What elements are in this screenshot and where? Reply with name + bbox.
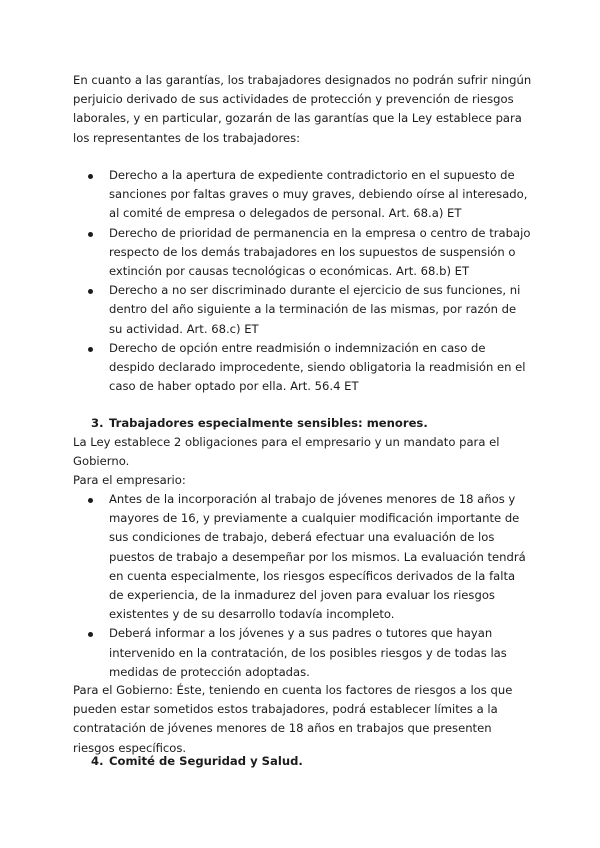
section-title: Trabajadores especialmente sensibles: menores. [109, 416, 428, 430]
government-paragraph: Para el Gobierno: Éste, teniendo en cuenta los factores de riesgos a los que pueden estar sometidos estos trabajadores, podrá establecer límites a la contratación de jóvenes menores de 18 años en trabajos que presenten riesgos específicos. [73, 683, 513, 755]
list-item: Antes de la incorporación al trabajo de jóvenes menores de 18 años y mayores de 16, y previamente a cualquier modificación importante de sus condiciones de trabajo, deberá efectuar una evaluación de los puestos de trabajo a desempeñar por los mismos. La evaluación tendrá en cuenta especialmente, los riesgos específicos derivados de la falta de experiencia, de la inmadurez del joven para evaluar los riesgos existentes y de su desarrollo todavía incompleto. [73, 490, 533, 624]
list-item: Derecho de opción entre readmisión o indemnización en caso de despido declarado improcedente, siendo obligatoria la readmisión en el caso de haber optado por ella. Art. 56.4 ET [73, 339, 533, 397]
bullet-icon [88, 347, 93, 352]
section-4-heading [91, 752, 303, 771]
section-number: 4. [91, 754, 104, 768]
list-item: Deberá informar a los jóvenes y a sus padres o tutores que hayan intervenido en la contratación, de los posibles riesgos y de todas las medidas de protección adoptadas. [73, 624, 533, 682]
bullet-icon [88, 632, 93, 637]
intro-paragraph: En cuanto a las garantías, los trabajadores designados no podrán sufrir ningún perjuicio derivado de sus actividades de protección y prevención de riesgos laborales, y en particular, gozarán de las garantías que la Ley establece para los representantes de los trabajadores: [73, 73, 532, 145]
list-item: Derecho a no ser discriminado durante el ejercicio de sus funciones, ni dentro del año siguiente a la terminación de las mismas, por razón de su actividad. Art. 68.c) ET [73, 281, 533, 339]
employer-label: Para el empresario: [73, 473, 186, 487]
section-3-heading [91, 414, 428, 433]
list-item: Derecho a la apertura de expediente contradictorio en el supuesto de sanciones por faltas graves o muy graves, debiendo oírse al interesado, al comité de empresa o delegados de personal. Art. 68.a) ET [73, 166, 533, 224]
employer-obligations-list [73, 490, 533, 682]
section-title: Comité de Seguridad y Salud. [109, 754, 303, 768]
list-item: Derecho de prioridad de permanencia en la empresa o centro de trabajo respecto de los demás trabajadores en los supuestos de suspensión o extinción por causas tecnológicas o económicas. Art. 68.b) ET [73, 224, 533, 282]
bullet-icon [88, 498, 93, 503]
section-3-lead: La Ley establece 2 obligaciones para el empresario y un mandato para el Gobierno. [73, 435, 500, 469]
bullet-icon [88, 232, 93, 237]
bullet-icon [88, 174, 93, 179]
section-number: 3. [91, 416, 104, 430]
bullet-icon [88, 289, 93, 294]
guarantees-list [73, 166, 533, 396]
